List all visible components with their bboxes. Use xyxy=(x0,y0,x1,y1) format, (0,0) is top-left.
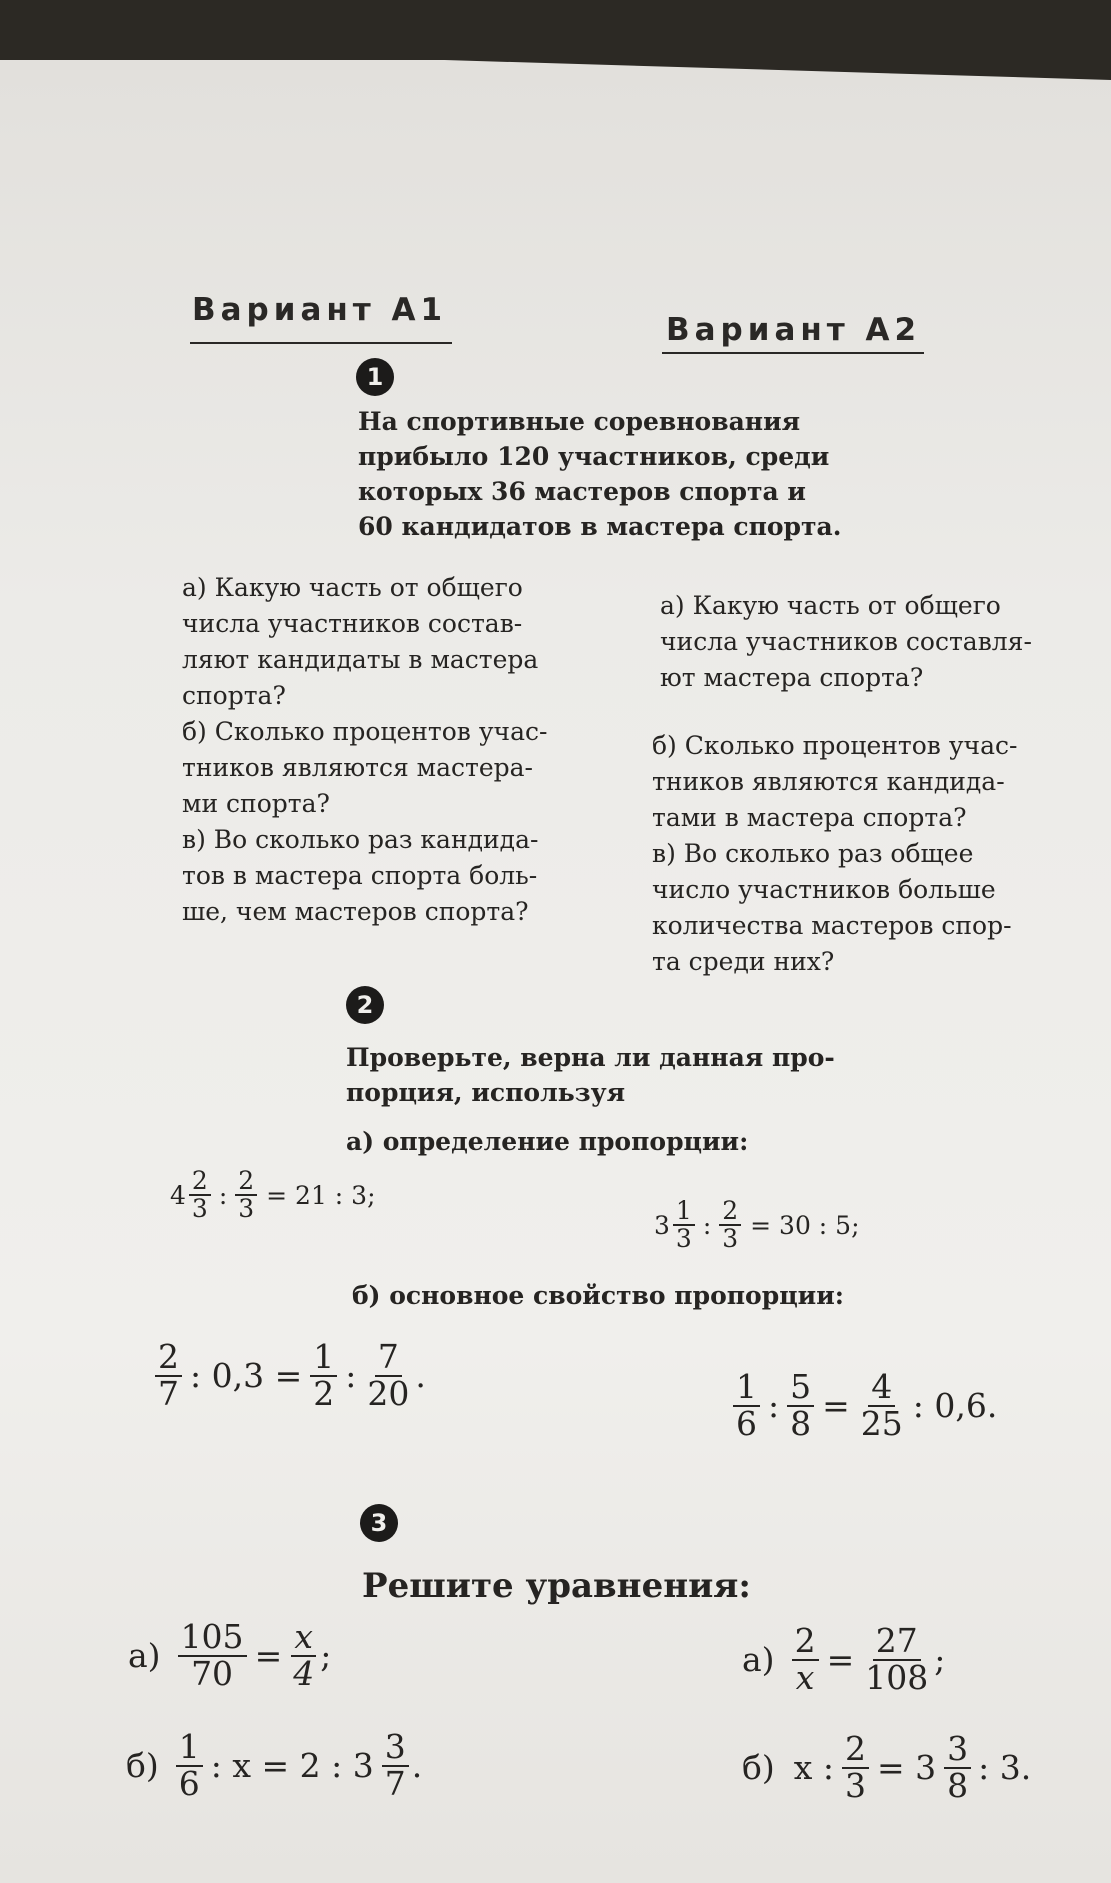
numerator: 1 xyxy=(310,1340,337,1377)
question-line: а) Какую часть от общего xyxy=(182,573,523,602)
task-2-a2-proportion-a xyxy=(654,1198,860,1253)
expression-prefix: x : xyxy=(793,1748,834,1788)
expression-end: : 0,6. xyxy=(912,1386,998,1426)
question-line: ют мастера спорта? xyxy=(660,663,924,692)
question-line: в) Во сколько раз кандида- xyxy=(182,825,539,854)
denominator: 3 xyxy=(722,1224,739,1254)
question-line: числа участников составля- xyxy=(660,627,1032,656)
task-2-part-a-label: а) определение пропорции: xyxy=(346,1127,749,1156)
question-line: б) Сколько процентов учас- xyxy=(652,731,1018,760)
numerator: 1 xyxy=(733,1370,760,1407)
question-line: числа участников состав- xyxy=(182,609,523,638)
fraction xyxy=(842,1729,869,1805)
task-1-variant-a2-questions-a xyxy=(660,588,1080,696)
task-1-variant-a1-questions xyxy=(182,570,592,930)
denominator: 6 xyxy=(736,1403,757,1443)
expression-end: . xyxy=(415,1356,426,1396)
statement-line: Проверьте, верна ли данная про- xyxy=(346,1043,835,1072)
fraction xyxy=(382,1727,409,1803)
numerator: 7 xyxy=(375,1340,402,1377)
mixed-whole: 3 xyxy=(654,1210,670,1240)
fraction xyxy=(862,1621,931,1697)
statement-line: которых 36 мастеров спорта и xyxy=(358,477,806,506)
statement-line: порция, используя xyxy=(346,1078,626,1107)
denominator: 4 xyxy=(293,1653,315,1693)
numerator: 2 xyxy=(189,1168,211,1196)
question-line: в) Во сколько раз общее xyxy=(652,839,974,868)
fraction xyxy=(155,1337,182,1413)
task-3-a2-equation-a xyxy=(742,1621,946,1697)
variant-a2-heading: Вариант А2 xyxy=(666,312,922,348)
fraction xyxy=(787,1367,814,1443)
task-1-number-badge: 1 xyxy=(356,358,394,396)
task-3-title: Решите уравнения: xyxy=(362,1566,751,1606)
fraction xyxy=(235,1168,257,1223)
fraction xyxy=(310,1337,337,1413)
statement-line: 60 кандидатов в мастера спорта. xyxy=(358,512,842,541)
operator: : xyxy=(218,1180,228,1210)
task-3-a1-equation-a xyxy=(128,1617,332,1693)
question-line: тников являются кандида- xyxy=(652,767,1005,796)
fraction xyxy=(364,1337,412,1413)
denominator: 8 xyxy=(947,1765,969,1805)
denominator: 7 xyxy=(384,1763,406,1803)
question-line: б) Сколько процентов учас- xyxy=(182,717,548,746)
task-2-a2-proportion-b xyxy=(730,1367,998,1443)
statement-line: прибыло 120 участников, среди xyxy=(358,442,830,471)
operator: : xyxy=(345,1356,357,1396)
equation-label: а) xyxy=(742,1640,775,1680)
equation-label: б) xyxy=(126,1746,159,1786)
fraction xyxy=(673,1198,695,1253)
denominator: 7 xyxy=(158,1373,179,1413)
numerator: 2 xyxy=(792,1624,819,1661)
question-line: тов в мастера спорта боль- xyxy=(182,861,538,890)
question-line: ляют кандидаты в мастера xyxy=(182,645,539,674)
task-2-number-badge: 2 xyxy=(346,986,384,1024)
denominator: 2 xyxy=(313,1373,335,1413)
task-2-statement xyxy=(346,1040,835,1110)
operator: = xyxy=(254,1636,283,1676)
question-line: количества мастеров спор- xyxy=(652,911,1012,940)
numerator: 27 xyxy=(873,1624,921,1661)
denominator: 8 xyxy=(790,1403,812,1443)
fraction xyxy=(858,1367,906,1443)
question-line: тами в мастера спорта? xyxy=(652,803,967,832)
numerator: 2 xyxy=(155,1340,182,1377)
question-line: тников являются мастера- xyxy=(182,753,534,782)
equation-end: : 3. xyxy=(978,1748,1032,1788)
question-line: спорта? xyxy=(182,681,286,710)
task-3-a1-equation-b xyxy=(126,1727,423,1803)
fraction xyxy=(176,1727,203,1803)
operator: : xyxy=(702,1210,712,1240)
denominator: 3 xyxy=(675,1224,692,1254)
denominator: 3 xyxy=(238,1194,255,1224)
numerator: 1 xyxy=(176,1730,203,1767)
task-1-variant-a2-questions-b xyxy=(652,728,1082,980)
numerator: 1 xyxy=(673,1198,695,1226)
equation-label: а) xyxy=(128,1636,161,1676)
question-line: ми спорта? xyxy=(182,789,330,818)
fraction xyxy=(792,1621,819,1697)
statement-line: На спортивные соревнования xyxy=(358,407,801,436)
mixed-whole: 4 xyxy=(170,1180,186,1210)
expression-rhs: = 30 : 5; xyxy=(750,1210,860,1240)
numerator: 3 xyxy=(944,1732,971,1769)
fraction xyxy=(944,1729,971,1805)
numerator: 3 xyxy=(382,1730,409,1767)
question-line: а) Какую часть от общего xyxy=(660,591,1001,620)
equation-end: ; xyxy=(934,1640,946,1680)
expression-middle: : x = 2 : 3 xyxy=(210,1746,374,1786)
fraction xyxy=(290,1617,317,1693)
fraction xyxy=(178,1617,247,1693)
equation-end: ; xyxy=(320,1636,332,1676)
operator: : xyxy=(768,1386,780,1426)
variant-a2-underline xyxy=(662,352,924,354)
task-1-statement xyxy=(358,404,841,544)
expression-middle: : 0,3 = xyxy=(190,1356,303,1396)
denominator: x xyxy=(795,1657,815,1697)
numerator: x xyxy=(291,1620,316,1657)
task-3-number-badge: 3 xyxy=(360,1504,398,1542)
expression-rhs: = 21 : 3; xyxy=(266,1180,376,1210)
task-3-a2-equation-b xyxy=(742,1729,1032,1805)
variant-a1-heading: Вариант А1 xyxy=(192,292,448,328)
variant-a1-underline xyxy=(190,342,452,344)
operator: = xyxy=(822,1386,850,1426)
question-line: ше, чем мастеров спорта? xyxy=(182,897,529,926)
denominator: 3 xyxy=(191,1194,208,1224)
denominator: 6 xyxy=(178,1763,200,1803)
fraction xyxy=(733,1367,760,1443)
denominator: 20 xyxy=(367,1373,410,1413)
question-line: число участников больше xyxy=(652,875,996,904)
task-2-a1-proportion-a xyxy=(170,1168,376,1223)
numerator: 2 xyxy=(719,1198,741,1226)
denominator: 70 xyxy=(191,1653,234,1693)
denominator: 108 xyxy=(865,1657,929,1697)
fraction xyxy=(189,1168,211,1223)
numerator: 2 xyxy=(842,1732,869,1769)
denominator: 25 xyxy=(860,1403,903,1443)
numerator: 4 xyxy=(868,1370,895,1407)
fraction xyxy=(719,1198,741,1253)
equation-end: . xyxy=(411,1746,423,1786)
numerator: 5 xyxy=(787,1370,814,1407)
numerator: 2 xyxy=(235,1168,257,1196)
equation-label: б) xyxy=(742,1748,775,1788)
numerator: 105 xyxy=(178,1620,247,1657)
question-line: та среди них? xyxy=(652,947,835,976)
expression-middle: = 3 xyxy=(876,1748,937,1788)
operator: = xyxy=(826,1640,855,1680)
denominator: 3 xyxy=(844,1765,866,1805)
task-2-a1-proportion-b xyxy=(152,1337,426,1413)
task-2-part-b-label: б) основное свойство пропорции: xyxy=(352,1281,844,1310)
